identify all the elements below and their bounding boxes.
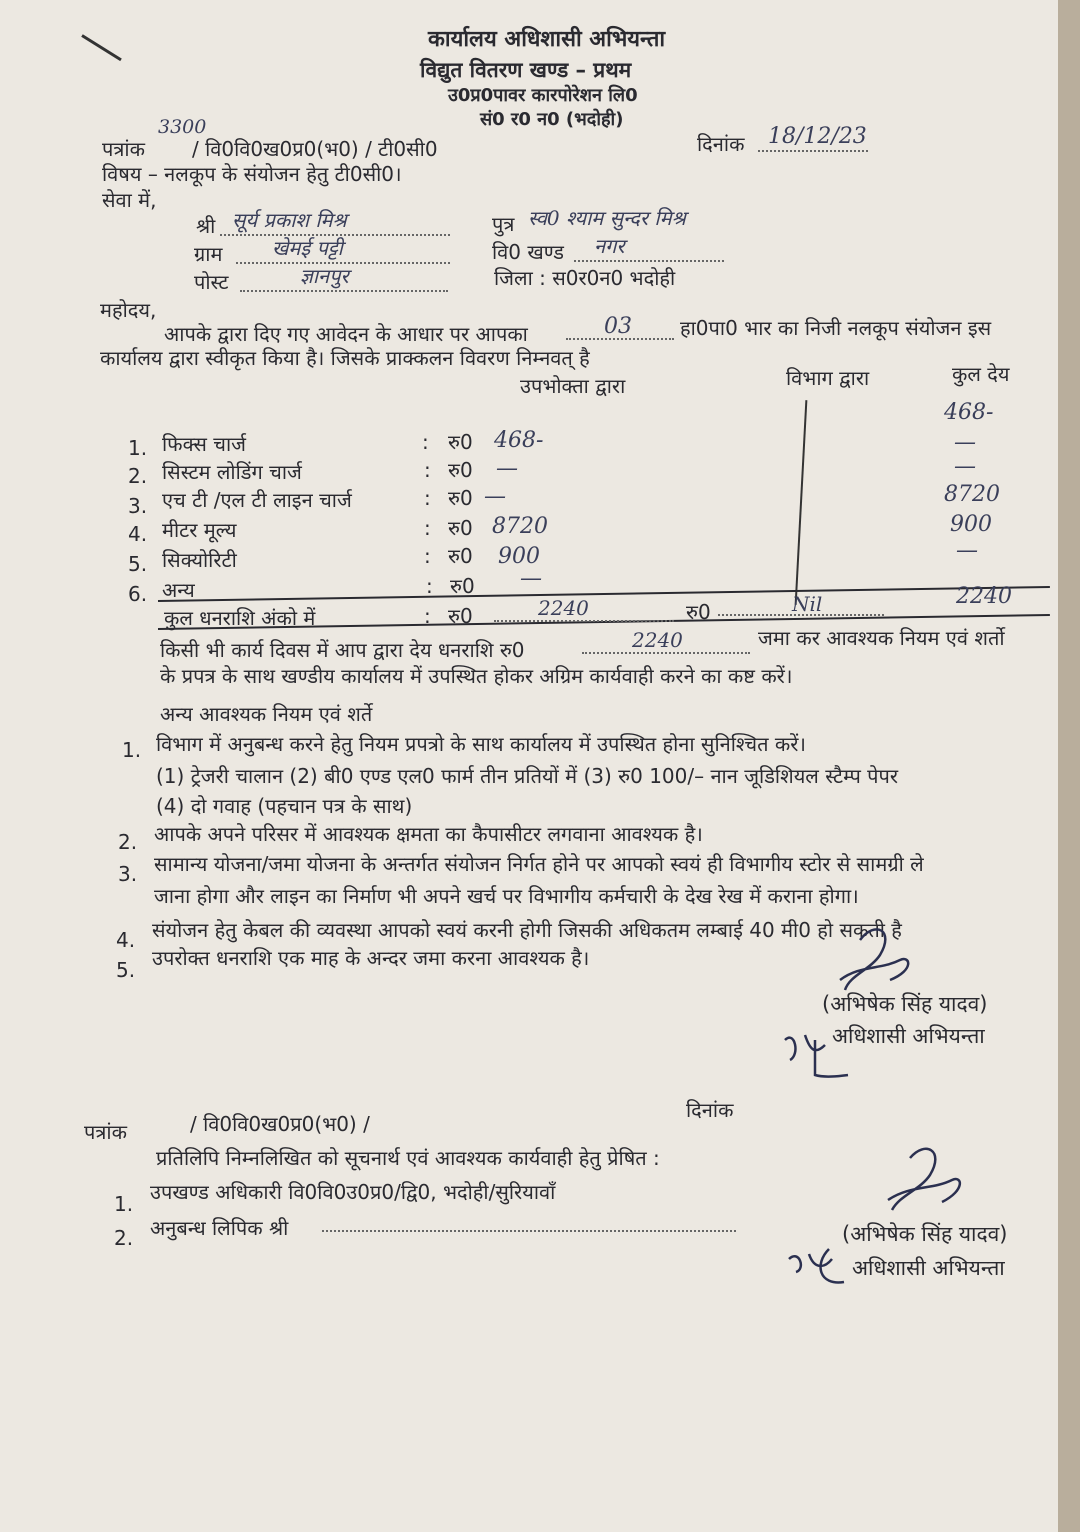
department-column-pen-line — [795, 400, 808, 605]
terms-heading: अन्य आवश्यक नियम एवं शर्ते — [160, 702, 373, 726]
consumer-amount: 8720 — [492, 514, 548, 539]
date-dotted-line — [758, 150, 868, 152]
consumer-amount: 900 — [498, 544, 540, 569]
total-amount: — — [954, 454, 976, 479]
location-title: सं0 र0 न0 (भदोही) — [480, 109, 624, 130]
corporation-title: उ0प्र0पावर कारपोरेशन लि0 — [448, 85, 638, 106]
deposit-dotted-line — [582, 652, 750, 654]
charge-label: सिक्योरिटी — [162, 548, 237, 572]
total-dept-handwritten: Nil — [792, 592, 823, 616]
charge-no: 6. — [128, 582, 148, 606]
currency: रु0 — [448, 544, 473, 568]
total-currency: रु0 — [448, 604, 473, 628]
ref-text: / वि0वि0ख0प्र0(भ0) / टी0सी0 — [192, 137, 438, 161]
total-amount: 900 — [950, 512, 992, 537]
term-number: 5. — [116, 958, 136, 982]
subdivision-handwritten: नगर — [594, 234, 625, 258]
copy-item-number: 2. — [114, 1226, 134, 1250]
subject-line: विषय – नलकूप के संयोजन हेतु टी0सी0। — [102, 162, 402, 186]
charge-no: 2. — [128, 464, 148, 488]
date-label: दिनांक — [697, 132, 745, 156]
signature-2-designation: अधिशासी अभियन्ता — [852, 1256, 1005, 1280]
para1-part-c: कार्यालय द्वारा स्वीकृत किया है। जिसके प्राक्कलन विवरण निम्नवत् है — [100, 346, 590, 370]
col-total-header: कुल देय — [952, 362, 1010, 386]
district-line: जिला : स0र0न0 भदोही — [494, 266, 676, 290]
clerk-dotted-line — [322, 1230, 736, 1232]
total-label: कुल धनराशि अंको में — [164, 606, 316, 630]
term-line: जाना होगा और लाइन का निर्माण भी अपने खर्च पर विभागीय कर्मचारी के देख रेख में कराना होगा। — [154, 884, 859, 908]
charge-label: मीटर मूल्य — [162, 518, 237, 542]
currency: रु0 — [448, 458, 473, 482]
charge-no: 5. — [128, 552, 148, 576]
deposit-part-a: किसी भी कार्य दिवस में आप द्वारा देय धनराशि रु0 — [160, 638, 525, 662]
term-line: विभाग में अनुबन्ध करने हेतु नियम प्रपत्रो के साथ कार्यालय में उपस्थित होना सुनिश्चित करें। — [156, 732, 806, 756]
copy-date-label: दिनांक — [686, 1098, 734, 1122]
consumer-amount: — — [496, 456, 518, 481]
colon: : — [426, 574, 433, 598]
currency: रु0 — [450, 574, 475, 598]
office-title: कार्यालय अधिशासी अभियन्ता — [428, 27, 666, 52]
currency: रु0 — [448, 516, 473, 540]
colon: : — [424, 516, 431, 540]
date-handwritten: 18/12/23 — [768, 124, 867, 149]
charge-no: 1. — [128, 436, 148, 460]
consumer-amount: 468- — [494, 428, 544, 453]
currency: रु0 — [448, 430, 473, 454]
post-handwritten: ज्ञानपुर — [300, 264, 349, 288]
subdivision-dotted-line — [574, 260, 724, 262]
total-amount: 468- — [944, 400, 994, 425]
post-dotted-line — [240, 290, 448, 292]
salutation: महोदय, — [100, 298, 157, 322]
term-line: संयोजन हेतु केबल की व्यवस्था आपको स्वयं करनी होगी जिसकी अधिकतम लम्बाई 40 मी0 हो सकती है — [152, 918, 902, 942]
signature-1-name: (अभिषेक सिंह यादव) — [822, 992, 988, 1016]
colon: : — [424, 486, 431, 510]
to-line: सेवा में, — [102, 188, 157, 212]
shri-label: श्री — [196, 214, 216, 238]
currency: रु0 — [448, 486, 473, 510]
total-handwritten: 2240 — [538, 596, 589, 620]
col-department-header: विभाग द्वारा — [786, 366, 870, 390]
term-line: (1) ट्रेजरी चालान (2) बी0 एण्ड एल0 फार्म तीन प्रतियों में (3) रु0 100/– नान जूडिशियल स्टैम्प पेपर — [156, 764, 899, 788]
copy-item-number: 1. — [114, 1192, 134, 1216]
signature-2-scribble — [870, 1140, 980, 1230]
col-consumer-header: उपभोक्ता द्वारा — [520, 374, 626, 398]
total-dotted-line — [494, 620, 674, 622]
para1-part-b: हा0पा0 भार का निजी नलकूप संयोजन इस — [680, 316, 992, 340]
colon: : — [424, 458, 431, 482]
term-number: 3. — [118, 862, 138, 886]
term-number: 4. — [116, 928, 136, 952]
father-name-handwritten: स्व0 श्याम सुन्दर मिश्र — [528, 206, 686, 230]
charge-label: सिस्टम लोडिंग चार्ज — [162, 460, 302, 484]
copy-intro: प्रतिलिपि निम्नलिखित को सूचनार्थ एवं आवश्यक कार्यवाही हेतु प्रेषित : — [156, 1146, 660, 1170]
consumer-amount: — — [520, 566, 542, 591]
son-of-label: पुत्र — [492, 212, 515, 236]
deposit-part-c: के प्रपत्र के साथ खण्डीय कार्यालय में उपस्थित होकर अग्रिम कार्यवाही करने का कष्ट करें। — [160, 664, 793, 688]
term-line: आपके अपने परिसर में आवश्यक क्षमता का कैपासीटर लगवाना आवश्यक है। — [154, 822, 703, 846]
charge-no: 4. — [128, 522, 148, 546]
signature-1-designation: अधिशासी अभियन्ता — [832, 1024, 985, 1048]
load-handwritten: 03 — [604, 314, 632, 339]
ref-label: पत्रांक — [102, 137, 145, 161]
charge-label: फिक्स चार्ज — [162, 432, 246, 456]
post-label: पोस्ट — [194, 270, 229, 294]
copy-ref-text: / वि0वि0ख0प्र0(भ0) / — [190, 1112, 370, 1136]
pen-mark — [81, 34, 122, 61]
colon: : — [424, 544, 431, 568]
copy-ref-label: पत्रांक — [84, 1120, 127, 1144]
total-amount: — — [954, 430, 976, 455]
subdivision-label: वि0 खण्ड — [492, 240, 564, 264]
consumer-amount: — — [484, 484, 506, 509]
total-amount: — — [956, 538, 978, 563]
term-line: (4) दो गवाह (पहचान पत्र के साथ) — [156, 794, 413, 818]
total-top-rule — [158, 586, 1050, 602]
colon: : — [424, 604, 431, 628]
recipient-name-handwritten: सूर्य प्रकाश मिश्र — [232, 208, 347, 232]
charge-label: अन्य — [162, 578, 195, 602]
copy-item-text: उपखण्ड अधिकारी वि0वि0उ0प्र0/द्वि0, भदोही/सुरियावाँ — [150, 1180, 556, 1204]
charge-no: 3. — [128, 494, 148, 518]
term-line: उपरोक्त धनराशि एक माह के अन्दर जमा करना आवश्यक है। — [152, 946, 590, 970]
paper-edge — [1058, 0, 1080, 1532]
term-number: 1. — [122, 738, 142, 762]
deposit-part-b: जमा कर आवश्यक नियम एवं शर्तो — [758, 626, 1005, 650]
charge-label: एच टी /एल टी लाइन चार्ज — [162, 488, 352, 512]
ref-number-handwritten: 3300 — [158, 116, 207, 138]
term-number: 2. — [118, 830, 138, 854]
deposit-handwritten: 2240 — [632, 628, 683, 652]
copy-item-text: अनुबन्ध लिपिक श्री — [150, 1216, 289, 1240]
village-handwritten: खेमई पट्टी — [272, 236, 343, 260]
grand-total-handwritten: 2240 — [956, 584, 1012, 609]
para1-part-a: आपके द्वारा दिए गए आवेदन के आधार पर आपका — [164, 322, 528, 346]
division-title: विद्युत वितरण खण्ड – प्रथम — [420, 58, 632, 82]
total-dept-currency: रु0 — [686, 600, 711, 624]
term-line: सामान्य योजना/जमा योजना के अन्तर्गत संयोजन निर्गत होने पर आपको स्वयं ही विभागीय स्टोर से सामग्री ले — [154, 852, 924, 876]
total-amount: 8720 — [944, 482, 1000, 507]
colon: : — [422, 430, 429, 454]
signature-2-name: (अभिषेक सिंह यादव) — [842, 1222, 1008, 1246]
village-label: ग्राम — [194, 242, 223, 266]
